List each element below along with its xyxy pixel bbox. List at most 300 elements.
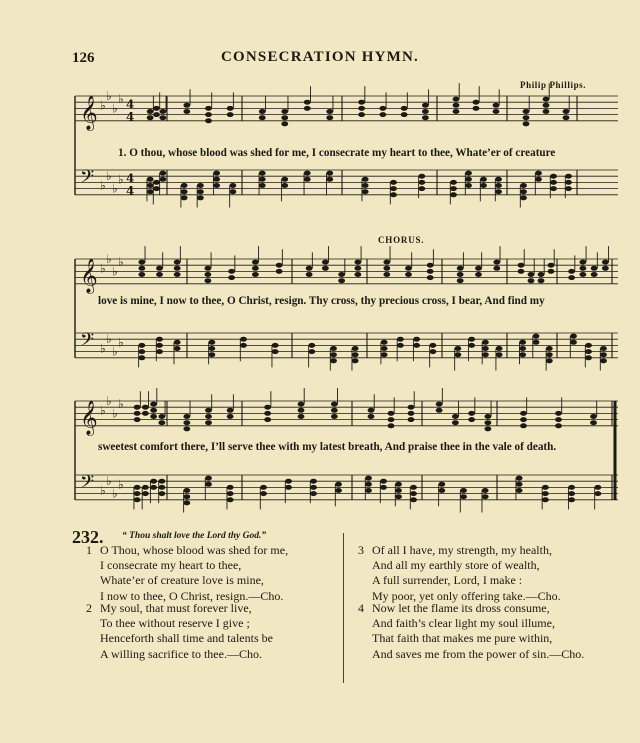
note-head-icon bbox=[153, 112, 160, 117]
verse-2 bbox=[86, 601, 273, 662]
note-head-icon bbox=[390, 180, 397, 185]
note-head-icon bbox=[298, 408, 305, 413]
note-head-icon bbox=[591, 266, 598, 271]
note-head-icon bbox=[410, 485, 417, 490]
note-head-icon bbox=[408, 405, 415, 410]
music-system-2 bbox=[72, 251, 620, 371]
note-head-icon bbox=[516, 476, 523, 481]
note-head-icon bbox=[134, 491, 141, 496]
note-head-icon bbox=[335, 488, 342, 493]
note-head-icon bbox=[379, 112, 386, 117]
note-head-icon bbox=[438, 482, 445, 487]
note-head-icon bbox=[594, 485, 601, 490]
note-head-icon bbox=[535, 177, 542, 182]
note-head-icon bbox=[228, 269, 235, 274]
note-head-icon bbox=[429, 343, 436, 348]
note-head-icon bbox=[460, 494, 467, 499]
lyric-line-1: 1. O thou, whose blood was shed for me, I consecrate my heart to thee, Whate’er of creature bbox=[118, 147, 556, 159]
note-head-icon bbox=[156, 266, 163, 271]
note-head-icon bbox=[159, 109, 166, 114]
verse-number: 2 bbox=[86, 601, 92, 615]
note-head-icon bbox=[550, 174, 557, 179]
note-head-icon bbox=[252, 260, 259, 265]
note-head-icon bbox=[520, 411, 527, 416]
note-head-icon bbox=[418, 174, 425, 179]
flat-icon: ♭ bbox=[112, 486, 118, 501]
note-head-icon bbox=[134, 497, 141, 502]
note-head-icon bbox=[397, 343, 404, 348]
note-head-icon bbox=[260, 491, 267, 496]
note-head-icon bbox=[252, 266, 259, 271]
note-head-icon bbox=[528, 272, 535, 277]
note-head-icon bbox=[460, 488, 467, 493]
verse-line: 4 Now let the flame its dross consume, bbox=[358, 601, 550, 615]
note-head-icon bbox=[579, 260, 586, 265]
flat-icon: ♭ bbox=[112, 264, 118, 279]
note-head-icon bbox=[493, 266, 500, 271]
note-head-icon bbox=[281, 115, 288, 120]
verse-line: I consecrate my heart to thee, bbox=[100, 558, 242, 573]
note-head-icon bbox=[568, 269, 575, 274]
note-head-icon bbox=[197, 189, 204, 194]
note-head-icon bbox=[568, 275, 575, 280]
note-head-icon bbox=[585, 343, 592, 348]
note-head-icon bbox=[264, 411, 271, 416]
note-head-icon bbox=[354, 266, 361, 271]
verse-line: I now to thee, O Christ, resign.—Cho. bbox=[100, 588, 284, 603]
note-head-icon bbox=[395, 488, 402, 493]
verse-line: And faith’s clear light my soul illume, bbox=[372, 616, 555, 631]
note-head-icon bbox=[276, 263, 283, 268]
note-head-icon bbox=[368, 408, 375, 413]
bass-clef-icon: 𝄢 bbox=[80, 330, 95, 356]
flat-icon: ♭ bbox=[106, 394, 112, 408]
note-head-icon bbox=[331, 408, 338, 413]
note-head-icon bbox=[204, 278, 211, 283]
note-head-icon bbox=[331, 414, 338, 419]
note-head-icon bbox=[568, 485, 575, 490]
note-head-icon bbox=[520, 195, 527, 200]
note-head-icon bbox=[281, 183, 288, 188]
note-head-icon bbox=[213, 171, 220, 176]
note-head-icon bbox=[542, 491, 549, 496]
note-head-icon bbox=[229, 189, 236, 194]
note-head-icon bbox=[457, 272, 464, 277]
flat-icon: ♭ bbox=[100, 178, 106, 193]
note-head-icon bbox=[535, 171, 542, 176]
note-head-icon bbox=[475, 266, 482, 271]
flat-icon: ♭ bbox=[106, 169, 112, 184]
note-head-icon bbox=[438, 488, 445, 493]
note-head-icon bbox=[452, 420, 459, 425]
note-head-icon bbox=[484, 420, 491, 425]
note-head-icon bbox=[134, 405, 141, 410]
verse-line: My poor, yet only offering take.—Cho. bbox=[372, 588, 561, 603]
note-head-icon bbox=[523, 121, 530, 126]
note-head-icon bbox=[205, 112, 212, 117]
bass-clef-icon: 𝄢 bbox=[80, 167, 95, 193]
note-head-icon bbox=[159, 115, 166, 120]
note-head-icon bbox=[208, 346, 215, 351]
note-head-icon bbox=[264, 417, 271, 422]
note-head-icon bbox=[208, 340, 215, 345]
note-head-icon bbox=[326, 109, 333, 114]
verse-line: To thee without reserve I give ; bbox=[100, 616, 250, 631]
chorus-label: CHORUS. bbox=[378, 235, 425, 245]
note-head-icon bbox=[465, 171, 472, 176]
note-head-icon bbox=[197, 195, 204, 200]
note-head-icon bbox=[495, 183, 502, 188]
note-head-icon bbox=[147, 177, 154, 182]
flat-icon: ♭ bbox=[112, 406, 118, 421]
note-head-icon bbox=[227, 414, 234, 419]
note-head-icon bbox=[147, 109, 154, 114]
note-head-icon bbox=[565, 186, 572, 191]
note-head-icon bbox=[538, 278, 545, 283]
time-signature-icon: 4 bbox=[126, 183, 135, 198]
note-head-icon bbox=[276, 269, 283, 274]
note-head-icon bbox=[388, 411, 395, 416]
note-head-icon bbox=[142, 405, 149, 410]
flat-icon: ♭ bbox=[100, 341, 106, 356]
note-head-icon bbox=[602, 266, 609, 271]
note-head-icon bbox=[281, 177, 288, 182]
note-head-icon bbox=[358, 100, 365, 105]
note-head-icon bbox=[381, 340, 388, 345]
flat-icon: ♭ bbox=[118, 477, 124, 492]
note-head-icon bbox=[422, 115, 429, 120]
lyric-line-3: sweetest comfort there, I’ll serve thee with my latest breath, And praise thee in the vale of death. bbox=[98, 441, 557, 453]
note-head-icon bbox=[518, 263, 525, 268]
note-head-icon bbox=[205, 408, 212, 413]
note-head-icon bbox=[493, 260, 500, 265]
note-head-icon bbox=[591, 272, 598, 277]
note-head-icon bbox=[495, 177, 502, 182]
music-system-3 bbox=[72, 393, 620, 513]
hymn-epigraph: “ Thou shalt love the Lord thy God.” bbox=[122, 531, 267, 541]
note-head-icon bbox=[602, 260, 609, 265]
note-head-icon bbox=[390, 192, 397, 197]
note-head-icon bbox=[523, 109, 530, 114]
note-head-icon bbox=[298, 414, 305, 419]
flat-icon: ♭ bbox=[100, 98, 106, 113]
note-head-icon bbox=[272, 343, 279, 348]
note-head-icon bbox=[365, 482, 372, 487]
note-head-icon bbox=[413, 343, 420, 348]
note-head-icon bbox=[590, 414, 597, 419]
note-head-icon bbox=[310, 485, 317, 490]
note-head-icon bbox=[585, 355, 592, 360]
note-head-icon bbox=[550, 186, 557, 191]
note-head-icon bbox=[304, 106, 311, 111]
note-head-icon bbox=[330, 358, 337, 363]
note-head-icon bbox=[523, 115, 530, 120]
note-head-icon bbox=[543, 97, 550, 102]
note-head-icon bbox=[401, 106, 408, 111]
note-head-icon bbox=[452, 414, 459, 419]
note-head-icon bbox=[304, 177, 311, 182]
note-head-icon bbox=[240, 343, 247, 348]
note-head-icon bbox=[304, 171, 311, 176]
note-head-icon bbox=[229, 183, 236, 188]
verse-number: 4 bbox=[358, 601, 364, 615]
note-head-icon bbox=[379, 106, 386, 111]
note-head-icon bbox=[153, 186, 160, 191]
note-head-icon bbox=[518, 269, 525, 274]
note-head-icon bbox=[408, 417, 415, 422]
note-head-icon bbox=[150, 414, 157, 419]
flat-icon: ♭ bbox=[100, 261, 106, 276]
verse-line: That faith that makes me pure within, bbox=[372, 631, 553, 646]
note-head-icon bbox=[227, 106, 234, 111]
note-head-icon bbox=[326, 177, 333, 182]
note-head-icon bbox=[352, 346, 359, 351]
note-head-icon bbox=[150, 479, 157, 484]
note-head-icon bbox=[397, 337, 404, 342]
note-head-icon bbox=[304, 100, 311, 105]
note-head-icon bbox=[183, 488, 190, 493]
note-head-icon bbox=[484, 414, 491, 419]
note-head-icon bbox=[335, 482, 342, 487]
note-head-icon bbox=[516, 488, 523, 493]
flat-icon: ♭ bbox=[106, 474, 112, 489]
note-head-icon bbox=[228, 275, 235, 280]
note-head-icon bbox=[405, 266, 412, 271]
note-head-icon bbox=[468, 417, 475, 422]
note-head-icon bbox=[264, 405, 271, 410]
note-head-icon bbox=[205, 476, 212, 481]
note-head-icon bbox=[158, 479, 165, 484]
note-head-icon bbox=[205, 414, 212, 419]
note-head-icon bbox=[468, 337, 475, 342]
note-head-icon bbox=[365, 476, 372, 481]
note-head-icon bbox=[159, 177, 166, 182]
note-head-icon bbox=[338, 278, 345, 283]
note-head-icon bbox=[555, 411, 562, 416]
note-head-icon bbox=[204, 266, 211, 271]
note-head-icon bbox=[555, 417, 562, 422]
note-head-icon bbox=[520, 189, 527, 194]
note-head-icon bbox=[354, 272, 361, 277]
note-head-icon bbox=[457, 266, 464, 271]
note-head-icon bbox=[362, 183, 369, 188]
verse-line: Whate’er of creature love is mine, bbox=[100, 573, 264, 588]
note-head-icon bbox=[150, 485, 157, 490]
note-head-icon bbox=[380, 485, 387, 490]
note-head-icon bbox=[354, 260, 361, 265]
note-head-icon bbox=[322, 266, 329, 271]
note-head-icon bbox=[600, 358, 607, 363]
note-head-icon bbox=[546, 346, 553, 351]
time-signature-icon: 4 bbox=[126, 97, 135, 112]
hymn-number: 232. bbox=[72, 527, 104, 547]
verse-line: 3 Of all I have, my strength, my health, bbox=[358, 543, 552, 557]
note-head-icon bbox=[158, 420, 165, 425]
note-head-icon bbox=[383, 266, 390, 271]
note-head-icon bbox=[213, 183, 220, 188]
verse-3 bbox=[358, 543, 561, 604]
note-head-icon bbox=[240, 337, 247, 342]
note-head-icon bbox=[546, 358, 553, 363]
note-head-icon bbox=[468, 411, 475, 416]
note-head-icon bbox=[183, 103, 190, 108]
note-head-icon bbox=[383, 272, 390, 277]
verse-number: 1 bbox=[86, 543, 92, 557]
note-head-icon bbox=[550, 180, 557, 185]
note-head-icon bbox=[543, 109, 550, 114]
note-head-icon bbox=[555, 423, 562, 428]
treble-clef-icon: 𝄞 bbox=[80, 258, 98, 294]
note-head-icon bbox=[183, 500, 190, 505]
note-head-icon bbox=[475, 272, 482, 277]
note-head-icon bbox=[147, 189, 154, 194]
note-head-icon bbox=[338, 272, 345, 277]
note-head-icon bbox=[480, 183, 487, 188]
note-head-icon bbox=[358, 106, 365, 111]
column-divider bbox=[343, 533, 344, 683]
note-head-icon bbox=[465, 183, 472, 188]
note-head-icon bbox=[590, 420, 597, 425]
flat-icon: ♭ bbox=[112, 344, 118, 359]
page-title: CONSECRATION HYMN. bbox=[221, 49, 419, 65]
note-head-icon bbox=[310, 479, 317, 484]
note-head-icon bbox=[326, 115, 333, 120]
note-head-icon bbox=[600, 346, 607, 351]
note-head-icon bbox=[322, 260, 329, 265]
note-head-icon bbox=[482, 352, 489, 357]
note-head-icon bbox=[516, 482, 523, 487]
note-head-icon bbox=[181, 189, 188, 194]
note-head-icon bbox=[482, 340, 489, 345]
note-head-icon bbox=[197, 183, 204, 188]
note-head-icon bbox=[368, 414, 375, 419]
note-head-icon bbox=[543, 103, 550, 108]
note-head-icon bbox=[453, 97, 460, 102]
note-head-icon bbox=[493, 109, 500, 114]
verse-line: And saves me from the power of sin.—Cho. bbox=[372, 646, 585, 661]
verse-number: 3 bbox=[358, 543, 364, 557]
note-head-icon bbox=[227, 408, 234, 413]
note-head-icon bbox=[174, 266, 181, 271]
note-head-icon bbox=[454, 346, 461, 351]
note-head-icon bbox=[482, 346, 489, 351]
note-head-icon bbox=[138, 349, 145, 354]
note-head-icon bbox=[156, 349, 163, 354]
note-head-icon bbox=[159, 171, 166, 176]
note-head-icon bbox=[138, 272, 145, 277]
note-head-icon bbox=[422, 103, 429, 108]
flat-icon: ♭ bbox=[118, 397, 124, 412]
note-head-icon bbox=[450, 180, 457, 185]
note-head-icon bbox=[388, 417, 395, 422]
note-head-icon bbox=[570, 334, 577, 339]
note-head-icon bbox=[454, 352, 461, 357]
flat-icon: ♭ bbox=[118, 92, 124, 107]
note-head-icon bbox=[134, 411, 141, 416]
note-head-icon bbox=[495, 189, 502, 194]
flat-icon: ♭ bbox=[100, 403, 106, 418]
flat-icon: ♭ bbox=[112, 101, 118, 116]
note-head-icon bbox=[542, 497, 549, 502]
note-head-icon bbox=[436, 408, 443, 413]
note-head-icon bbox=[457, 278, 464, 283]
note-head-icon bbox=[413, 337, 420, 342]
note-head-icon bbox=[410, 497, 417, 502]
note-head-icon bbox=[418, 180, 425, 185]
note-head-icon bbox=[142, 485, 149, 490]
note-head-icon bbox=[480, 177, 487, 182]
note-head-icon bbox=[298, 402, 305, 407]
note-head-icon bbox=[331, 402, 338, 407]
note-head-icon bbox=[570, 340, 577, 345]
note-head-icon bbox=[388, 423, 395, 428]
note-head-icon bbox=[358, 112, 365, 117]
note-head-icon bbox=[429, 349, 436, 354]
lyric-line-2: love is mine, I now to thee, O Christ, resign. Thy cross, thy precious cross, I bear, And find my bbox=[98, 295, 545, 307]
note-head-icon bbox=[183, 109, 190, 114]
note-head-icon bbox=[395, 482, 402, 487]
note-head-icon bbox=[174, 272, 181, 277]
note-head-icon bbox=[281, 109, 288, 114]
note-head-icon bbox=[142, 411, 149, 416]
note-head-icon bbox=[381, 352, 388, 357]
verse-line: 1 O Thou, whose blood was shed for me, bbox=[86, 543, 289, 557]
verse-4 bbox=[358, 601, 584, 662]
note-head-icon bbox=[427, 263, 434, 268]
note-head-icon bbox=[436, 402, 443, 407]
time-signature-icon: 4 bbox=[126, 109, 135, 124]
flat-icon: ♭ bbox=[112, 181, 118, 196]
note-head-icon bbox=[548, 269, 555, 274]
note-head-icon bbox=[600, 352, 607, 357]
note-head-icon bbox=[546, 352, 553, 357]
note-head-icon bbox=[453, 103, 460, 108]
note-head-icon bbox=[330, 352, 337, 357]
note-head-icon bbox=[565, 174, 572, 179]
note-head-icon bbox=[259, 109, 266, 114]
note-head-icon bbox=[138, 343, 145, 348]
note-head-icon bbox=[482, 494, 489, 499]
note-head-icon bbox=[138, 260, 145, 265]
note-head-icon bbox=[390, 186, 397, 191]
note-head-icon bbox=[383, 260, 390, 265]
note-head-icon bbox=[153, 106, 160, 111]
note-head-icon bbox=[427, 269, 434, 274]
note-head-icon bbox=[227, 497, 234, 502]
flat-icon: ♭ bbox=[118, 172, 124, 187]
note-head-icon bbox=[365, 488, 372, 493]
treble-clef-icon: 𝄞 bbox=[80, 400, 98, 436]
note-head-icon bbox=[259, 115, 266, 120]
note-head-icon bbox=[205, 106, 212, 111]
note-head-icon bbox=[213, 177, 220, 182]
note-head-icon bbox=[181, 183, 188, 188]
note-head-icon bbox=[520, 183, 527, 188]
note-head-icon bbox=[208, 352, 215, 357]
note-head-icon bbox=[205, 482, 212, 487]
note-head-icon bbox=[579, 272, 586, 277]
note-head-icon bbox=[381, 346, 388, 351]
note-head-icon bbox=[493, 103, 500, 108]
note-head-icon bbox=[252, 272, 259, 277]
note-head-icon bbox=[405, 272, 412, 277]
note-head-icon bbox=[568, 491, 575, 496]
note-head-icon bbox=[410, 491, 417, 496]
note-head-icon bbox=[259, 177, 266, 182]
verse-line: A full surrender, Lord, I make : bbox=[372, 573, 523, 588]
note-head-icon bbox=[496, 352, 503, 357]
note-head-icon bbox=[330, 346, 337, 351]
